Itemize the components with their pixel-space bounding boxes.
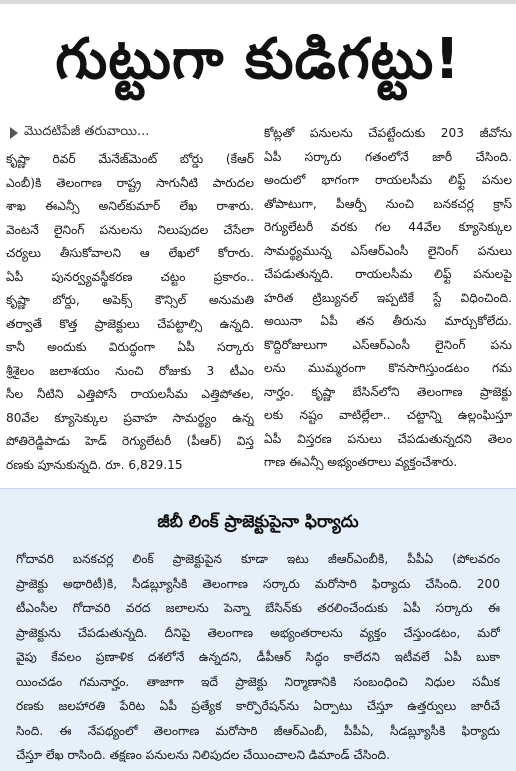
text-line: ఏపీ సర్కారు గతంలోనే జారీ చేసింది.	[264, 149, 512, 164]
text-line: సామర్థ్యమున్న ఎస్ఆర్ఎంసీ లైనింగ్ పనులు	[264, 243, 512, 258]
text-line: లకు నష్టం వాటిల్లేలా.. చట్టాన్ని ఉల్లంఘిస్తూ	[264, 408, 512, 422]
article-body	[6, 122, 510, 480]
text-line: హరిత ట్రిబ్యునల్ ఇప్పటికే స్టే విధించింది.	[264, 290, 512, 305]
continuation-marker	[6, 122, 254, 144]
text-line: ప్రాజెక్టును చేపడుతున్నది. దీనిపై తెలంగాణ అభ్యంతరాలను వ్యక్తం చేస్తుండటం, మరో	[16, 625, 500, 640]
triangle-arrow-icon	[10, 127, 18, 139]
right-column	[264, 122, 512, 475]
text-line: శాఖ ఈఎన్సీ అనిల్‌కుమార్ లేఖ రాశారు.	[6, 199, 254, 213]
text-line: ప్రాజెక్టు అథారిటీ)కి, సీడబ్ల్యూసీకి తెలంగాణ సర్కారు మరోసారి ఫిర్యాదు చేసింది. 200	[16, 576, 500, 591]
text-line: ఏపీ విస్తరణ పనులు చేపడుతున్నదని తెలం	[264, 431, 512, 446]
text-line: కృష్ణా రివర్ మేనేజ్‌మెంట్ బోర్డు (కేఆర్	[6, 152, 254, 166]
text-line: ఎంబీ)కి తెలంగాణ రాష్ట్ర సాగునీటి పారుదల	[6, 175, 254, 190]
text-line: గోదావరి బనకచర్ల లింక్ ప్రాజెక్టుపైన కూడా ఇటు జీఆర్ఎంబీకి, పీపీఏ (పోలవరం	[16, 552, 500, 566]
left-column	[6, 122, 254, 477]
right-column-text	[264, 122, 512, 475]
text-line: చర్యలు తీసుకోవాలని ఆ లేఖలో కోరారు.	[6, 246, 254, 260]
sidebar-box	[0, 488, 516, 771]
text-line: లను ముమ్మరంగా కొనసాగిస్తుండటం గమ	[264, 361, 512, 375]
headline: గుట్టుగా కుడిగట్టు!	[55, 27, 461, 92]
text-line: ఏపీ పునర్వ్యవస్థీకరణ చట్టం ప్రకారం..	[6, 269, 254, 284]
text-line: అయినా ఏపీ తన తీరును మార్చుకోలేదు.	[264, 314, 512, 328]
text-line: గాణ ఈఎన్సీ అభ్యంతరాలు వ్యక్తంచేశారు.	[264, 455, 458, 469]
text-line: కానీ అందుకు విరుద్ధంగా ఏపీ సర్కారు	[6, 340, 254, 354]
text-line: వైపు కేవలం ప్రణాళిక దశలోనే ఉన్నదని, డీపీఆర్ సిద్ధం కాలేదని ఇటీవలే ఏపీ బుకా	[16, 650, 500, 664]
text-line: సింది. ఈ నేపథ్యంలో తెలంగాణ మరోసారి జీఆర్ఎంబీ, పీపీఏ, సీడబ్ల్యూసీకి ఫిర్యాదు	[16, 723, 500, 738]
text-line: కొద్దిరోజులుగా ఎస్ఆర్ఎంసీ లైనింగ్ పను	[264, 337, 512, 352]
text-line: రణకు జలహారతి పేరిట ఏపీ ప్రత్యేక కార్పొరేషన్‌ను ఏర్పాటు చేస్తూ ఉత్తర్వులు జారీచే	[16, 699, 500, 713]
continuation-text: మొదటిపేజీ తరువాయి...	[24, 124, 150, 139]
text-line: శ్రీశైలం జలాశయం నుంచి రోజుకు 3 టీఎం	[6, 363, 254, 378]
text-line: చేపడుతున్నది. రాయలసీమ లిఫ్ట్ పనులపై	[264, 267, 512, 281]
left-column-text	[6, 148, 254, 477]
text-line: రెగ్యులేటరీ వరకు గల 44వేల క్యూసెక్కుల	[264, 220, 512, 234]
text-line: తోపాటుగా, పీఆర్పీ నుంచి బనకచర్ల క్రాస్	[264, 196, 512, 211]
text-line: వెంటనే లైనింగ్ పనులను నిలుపుదల చేసేలా	[6, 222, 254, 237]
text-line: టీఎంసీల గోదావరి వరద జలాలను పెన్నా బేసిన్‌కు తరలించేందుకు ఏపీ సర్కారు ఈ	[16, 601, 500, 615]
text-line: యించడం గమనార్హం. తాజాగా ఇదే ప్రాజెక్టు నిర్మాణానికి సంబంధించి నిధుల సమీక	[16, 674, 500, 689]
text-line: కృష్ణా బోర్డు, అపెక్స్ కౌన్సిల్ అనుమతి	[6, 293, 254, 307]
text-line: రణకు పూనుకున్నది. రూ. 6,829.15	[6, 457, 183, 472]
text-line: నార్హం. కృష్ణా బేసిన్‌లోని తెలంగాణ ప్రాజెక్టు	[264, 384, 512, 399]
sidebar-text	[16, 547, 500, 768]
text-line: 80వేల క్యూసెక్కుల ప్రవాహ సామర్థ్యం ఉన్న	[6, 410, 254, 425]
sidebar-title: జీబీ లింక్ ప్రాజెక్టుపైనా ఫిర్యాదు	[157, 512, 359, 532]
text-line: సీల నీటిని ఎత్తిపోసే రాయలసీమ ఎత్తిపోతల,	[6, 387, 254, 401]
text-line: చేస్తూ లేఖ రాసింది. తక్షణం పనులను నిలిపుదల చేయించాలని డిమాండ్ చేసింది.	[16, 748, 391, 762]
text-line: కోట్లతో పనులను చేపట్టేందుకు 203 జీవోను	[264, 126, 512, 140]
text-line: తర్వాతే కొత్త ప్రాజెక్టులు చేపట్టాల్సి ఉన్నది.	[6, 316, 254, 331]
top-rule	[0, 0, 516, 4]
text-line: అందులో భాగంగా రాయలసీమ లిఫ్ట్ పనుల	[264, 173, 512, 187]
text-line: పోతిరెడ్డిపాడు హెడ్ రెగ్యులేటరీ (పీఆర్) విస్త	[6, 434, 254, 448]
